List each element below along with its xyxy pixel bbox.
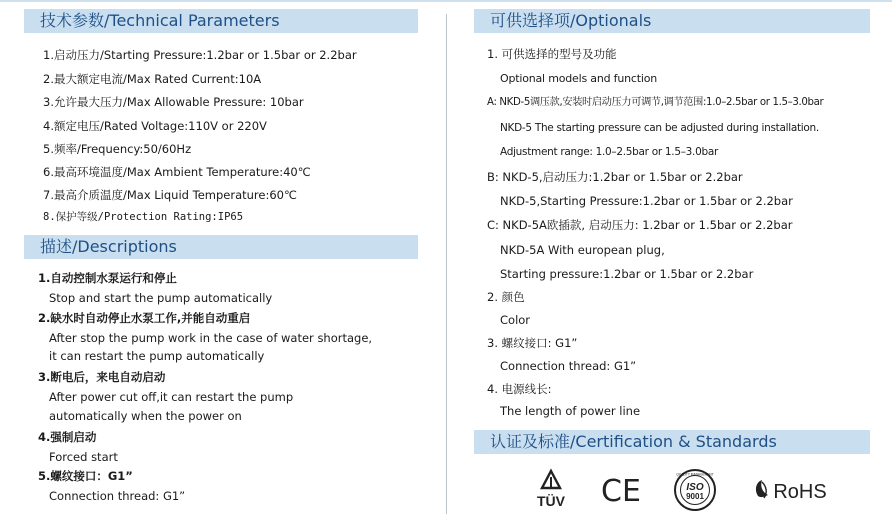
technical-parameters-header: 技术参数/Technical Parameters [24, 9, 418, 33]
desc-line: 1.自动控制水泵运行和停止 [38, 271, 177, 285]
svg-text:CE: CE [601, 474, 641, 509]
tech-item: 4.额定电压/Rated Voltage:110V or 220V [43, 119, 267, 133]
desc-line: 5.螺纹接口：G1” [38, 469, 133, 483]
opt-line: The length of power line [500, 404, 641, 418]
svg-text:ISO: ISO [686, 482, 704, 493]
certification-header: 认证及标准/Certification & Standards [474, 430, 870, 454]
top-rule [0, 0, 892, 2]
tech-item: 3.允许最大压力/Max Allowable Pressure: 10bar [43, 95, 304, 109]
opt-line: Color [500, 313, 531, 327]
opt-line: NKD-5,Starting Pressure:1.2bar or 1.5bar or 2.2bar [500, 194, 793, 208]
opt-line: 2. 颜色 [487, 290, 525, 304]
desc-line: After stop the pump work in the case of water shortage, [49, 331, 373, 345]
opt-line: Optional models and function [500, 72, 658, 85]
opt-line: NKD-5 The starting pressure can be adjusted during installation. [500, 122, 819, 134]
opt-line: Starting pressure:1.2bar or 1.5bar or 2.2bar [500, 267, 754, 281]
desc-line: Stop and start the pump automatically [49, 291, 273, 305]
desc-line: 4.强制启动 [38, 430, 97, 444]
opt-line: 3. 螺纹接口: G1” [487, 336, 578, 350]
optionals-header: 可供选择项/Optionals [474, 9, 870, 33]
tech-item: 8.保护等级/Protection Rating:IP65 [43, 211, 244, 223]
desc-line: Forced start [49, 450, 118, 464]
svg-text:RoHS: RoHS [773, 481, 827, 503]
opt-line: B: NKD-5,启动压力:1.2bar or 1.5bar or 2.2bar [487, 170, 743, 184]
column-divider [446, 14, 447, 514]
tuv-logo [524, 468, 578, 512]
tech-item: 2.最大额定电流/Max Rated Current:10A [43, 72, 262, 86]
ce-logo [596, 468, 646, 512]
desc-line: Connection thread: G1” [49, 489, 186, 503]
desc-line: it can restart the pump automatically [49, 349, 265, 363]
descriptions-header: 描述/Descriptions [24, 235, 418, 259]
desc-line: 2.缺水时自动停止水泵工作,并能自动重启 [38, 311, 251, 325]
iso-9001-logo [671, 468, 719, 512]
tech-item: 6.最高环境温度/Max Ambient Temperature:40℃ [43, 165, 311, 179]
opt-line: Connection thread: G1” [500, 359, 637, 373]
desc-line: automatically when the power on [49, 409, 242, 423]
opt-line: NKD-5A With european plug, [500, 243, 665, 257]
opt-line: 4. 电源线长: [487, 382, 552, 396]
svg-text:TÜV: TÜV [537, 493, 565, 509]
opt-line: A: NKD-5调压款,安装时启动压力可调节,调节范围:1.0–2.5bar or 1.5–3.0bar [487, 97, 824, 108]
tech-item: 1.启动压力/Starting Pressure:1.2bar or 1.5bar or 2.2bar [43, 48, 357, 62]
opt-line: 1. 可供选择的型号及功能 [487, 47, 617, 61]
svg-text:QUALITY MANAGEMENT: QUALITY MANAGEMENT [676, 472, 714, 477]
tech-item: 5.频率/Frequency:50/60Hz [43, 142, 192, 156]
opt-line: Adjustment range: 1.0–2.5bar or 1.5–3.0bar [500, 146, 718, 158]
rohs-logo [752, 468, 832, 512]
desc-line: After power cut off,it can restart the pump [49, 390, 294, 404]
tech-item: 7.最高介质温度/Max Liquid Temperature:60℃ [43, 188, 297, 202]
svg-text:9001: 9001 [686, 492, 704, 501]
opt-line: C: NKD-5A欧插款, 启动压力: 1.2bar or 1.5bar or 2.2bar [487, 218, 793, 232]
desc-line: 3.断电后，来电自动启动 [38, 370, 166, 384]
